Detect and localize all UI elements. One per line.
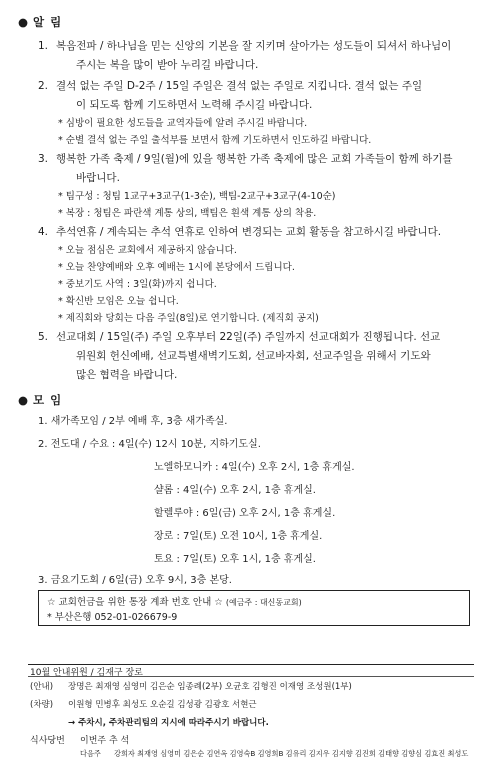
notice-item-1: 1. 복음전파 / 하나님을 믿는 신앙의 기본을 잘 지키며 살아가는 성도들이 되셔서 하나님이 주시는 복을 많이 받아 누리길 바랍니다. xyxy=(38,40,452,71)
notice-item-4: 4. 추석연휴 / 계속되는 추석 연휴로 인하여 변경되는 교회 활동을 참고하시길 바랍니다. xyxy=(38,226,442,238)
meeting-item-3: 3. 금요기도회 / 6일(금) 오후 9시, 3층 본당. xyxy=(38,575,232,586)
parking-note: → 주차시, 주차관리팀의 지시에 따라주시기 바랍니다. xyxy=(68,718,269,728)
meal-duty-next-week: 다음주 강희자 최재영 심영미 김은순 김연옥 김영숙B 김영희B 김유리 김지우 김지향 김진희 김태향 김향심 김효진 최성도 xyxy=(80,749,469,758)
bank-account-number: * 부산은행 052-01-026679-9 xyxy=(47,612,178,623)
meeting-item-2-saturday: 토요 : 7일(토) 오후 1시, 1층 휴게실. xyxy=(154,554,316,565)
meeting-item-2-hallelujah: 할렐루야 : 6일(금) 오후 2시, 1층 휴게실. xyxy=(154,508,336,519)
bank-account-title: ☆ 교회헌금을 위한 통장 계좌 번호 안내 ☆ (예금주 : 대신동교회) xyxy=(47,597,302,608)
meeting-item-1: 1. 새가족모임 / 2부 예배 후, 3층 새가족실. xyxy=(38,416,228,427)
bullet-dot-icon: ● xyxy=(18,15,30,29)
notice-item-5: 5. 선교대회 / 15일(주) 주일 오후부터 22일(주) 주일까지 선교대회가 진행됩니다. 선교 위원회 헌신예배, 선교특별새벽기도회, 선교바자회, 선교주일을 위해서 기도와 많은 협력을 바랍니다. xyxy=(38,331,441,381)
notice-item-3: 3. 행복한 가족 축제 / 9일(월)에 있을 행복한 가족 축제에 많은 교회 가족들이 함께 하기를 바랍니다. xyxy=(38,153,453,184)
notice-sub-4a: * 오늘 점심은 교회에서 제공하지 않습니다. xyxy=(58,245,237,256)
meeting-item-2-shalom: 샬롬 : 4일(수) 오후 2시, 1층 휴게실. xyxy=(154,485,316,496)
notice-item-2: 2. 결석 없는 주일 D-2주 / 15일 주일은 결석 없는 주일로 지킵니다. 결석 없는 주일 이 되도록 함께 기도하면서 노력해 주시길 바랍니다. xyxy=(38,80,423,111)
notice-sub-2b: * 순별 결석 없는 주일 출석부를 보면서 함께 기도하면서 인도하길 바랍니다. xyxy=(58,135,372,146)
meeting-item-2-elder: 장로 : 7일(토) 오전 10시, 1층 휴게실. xyxy=(154,531,323,542)
notice-sub-2a: * 심방이 필요한 성도들을 교역자들에 알려 주시길 바랍니다. xyxy=(58,118,308,129)
notice-sub-4d: * 확신반 모임은 오늘 쉽니다. xyxy=(58,296,179,307)
service-row-guide: (안내) 장명은 최재영 심영미 김은순 임종례(2부) 오균호 김형진 이재영 조성원(1부) xyxy=(30,682,352,692)
notice-sub-3a: * 팀구성 : 청팀 1교구+3교구(1-3순), 백팀-2교구+3교구(4-10순) xyxy=(58,191,336,202)
notice-sub-4e: * 제직회와 당회는 다음 주일(8일)로 연기합니다. (제직회 공지) xyxy=(58,313,319,324)
notice-sub-4c: * 중보기도 사역 : 3일(화)까지 쉽니다. xyxy=(58,279,217,290)
notice-section-title: ● 알 림 xyxy=(18,15,63,29)
meeting-item-2: 2. 전도대 / 수요 : 4일(수) 12시 10분, 지하기도실. xyxy=(38,439,261,450)
meeting-item-2-noel: 노엘하모니카 : 4일(수) 오후 2시, 1층 휴게실. xyxy=(154,462,355,473)
service-row-vehicle: (차량) 이원형 민병후 최성도 오순길 김성광 김광호 서현근 xyxy=(30,700,257,710)
meeting-section-title: ● 모 임 xyxy=(18,393,63,407)
bank-account-box xyxy=(38,590,470,626)
notice-sub-3b: * 복장 : 청팀은 파란색 계통 상의, 백팀은 흰색 계통 상의 착용. xyxy=(58,208,317,219)
bullet-dot-icon: ● xyxy=(18,393,30,407)
notice-sub-4b: * 오늘 찬양예배와 오후 예배는 1시에 본당에서 드립니다. xyxy=(58,262,295,273)
meal-duty-this-week: 식사당번 이번주 추 석 xyxy=(30,736,130,746)
divider xyxy=(28,676,474,677)
service-heading: 10월 안내위원 / 김재구 장로 xyxy=(30,668,143,678)
